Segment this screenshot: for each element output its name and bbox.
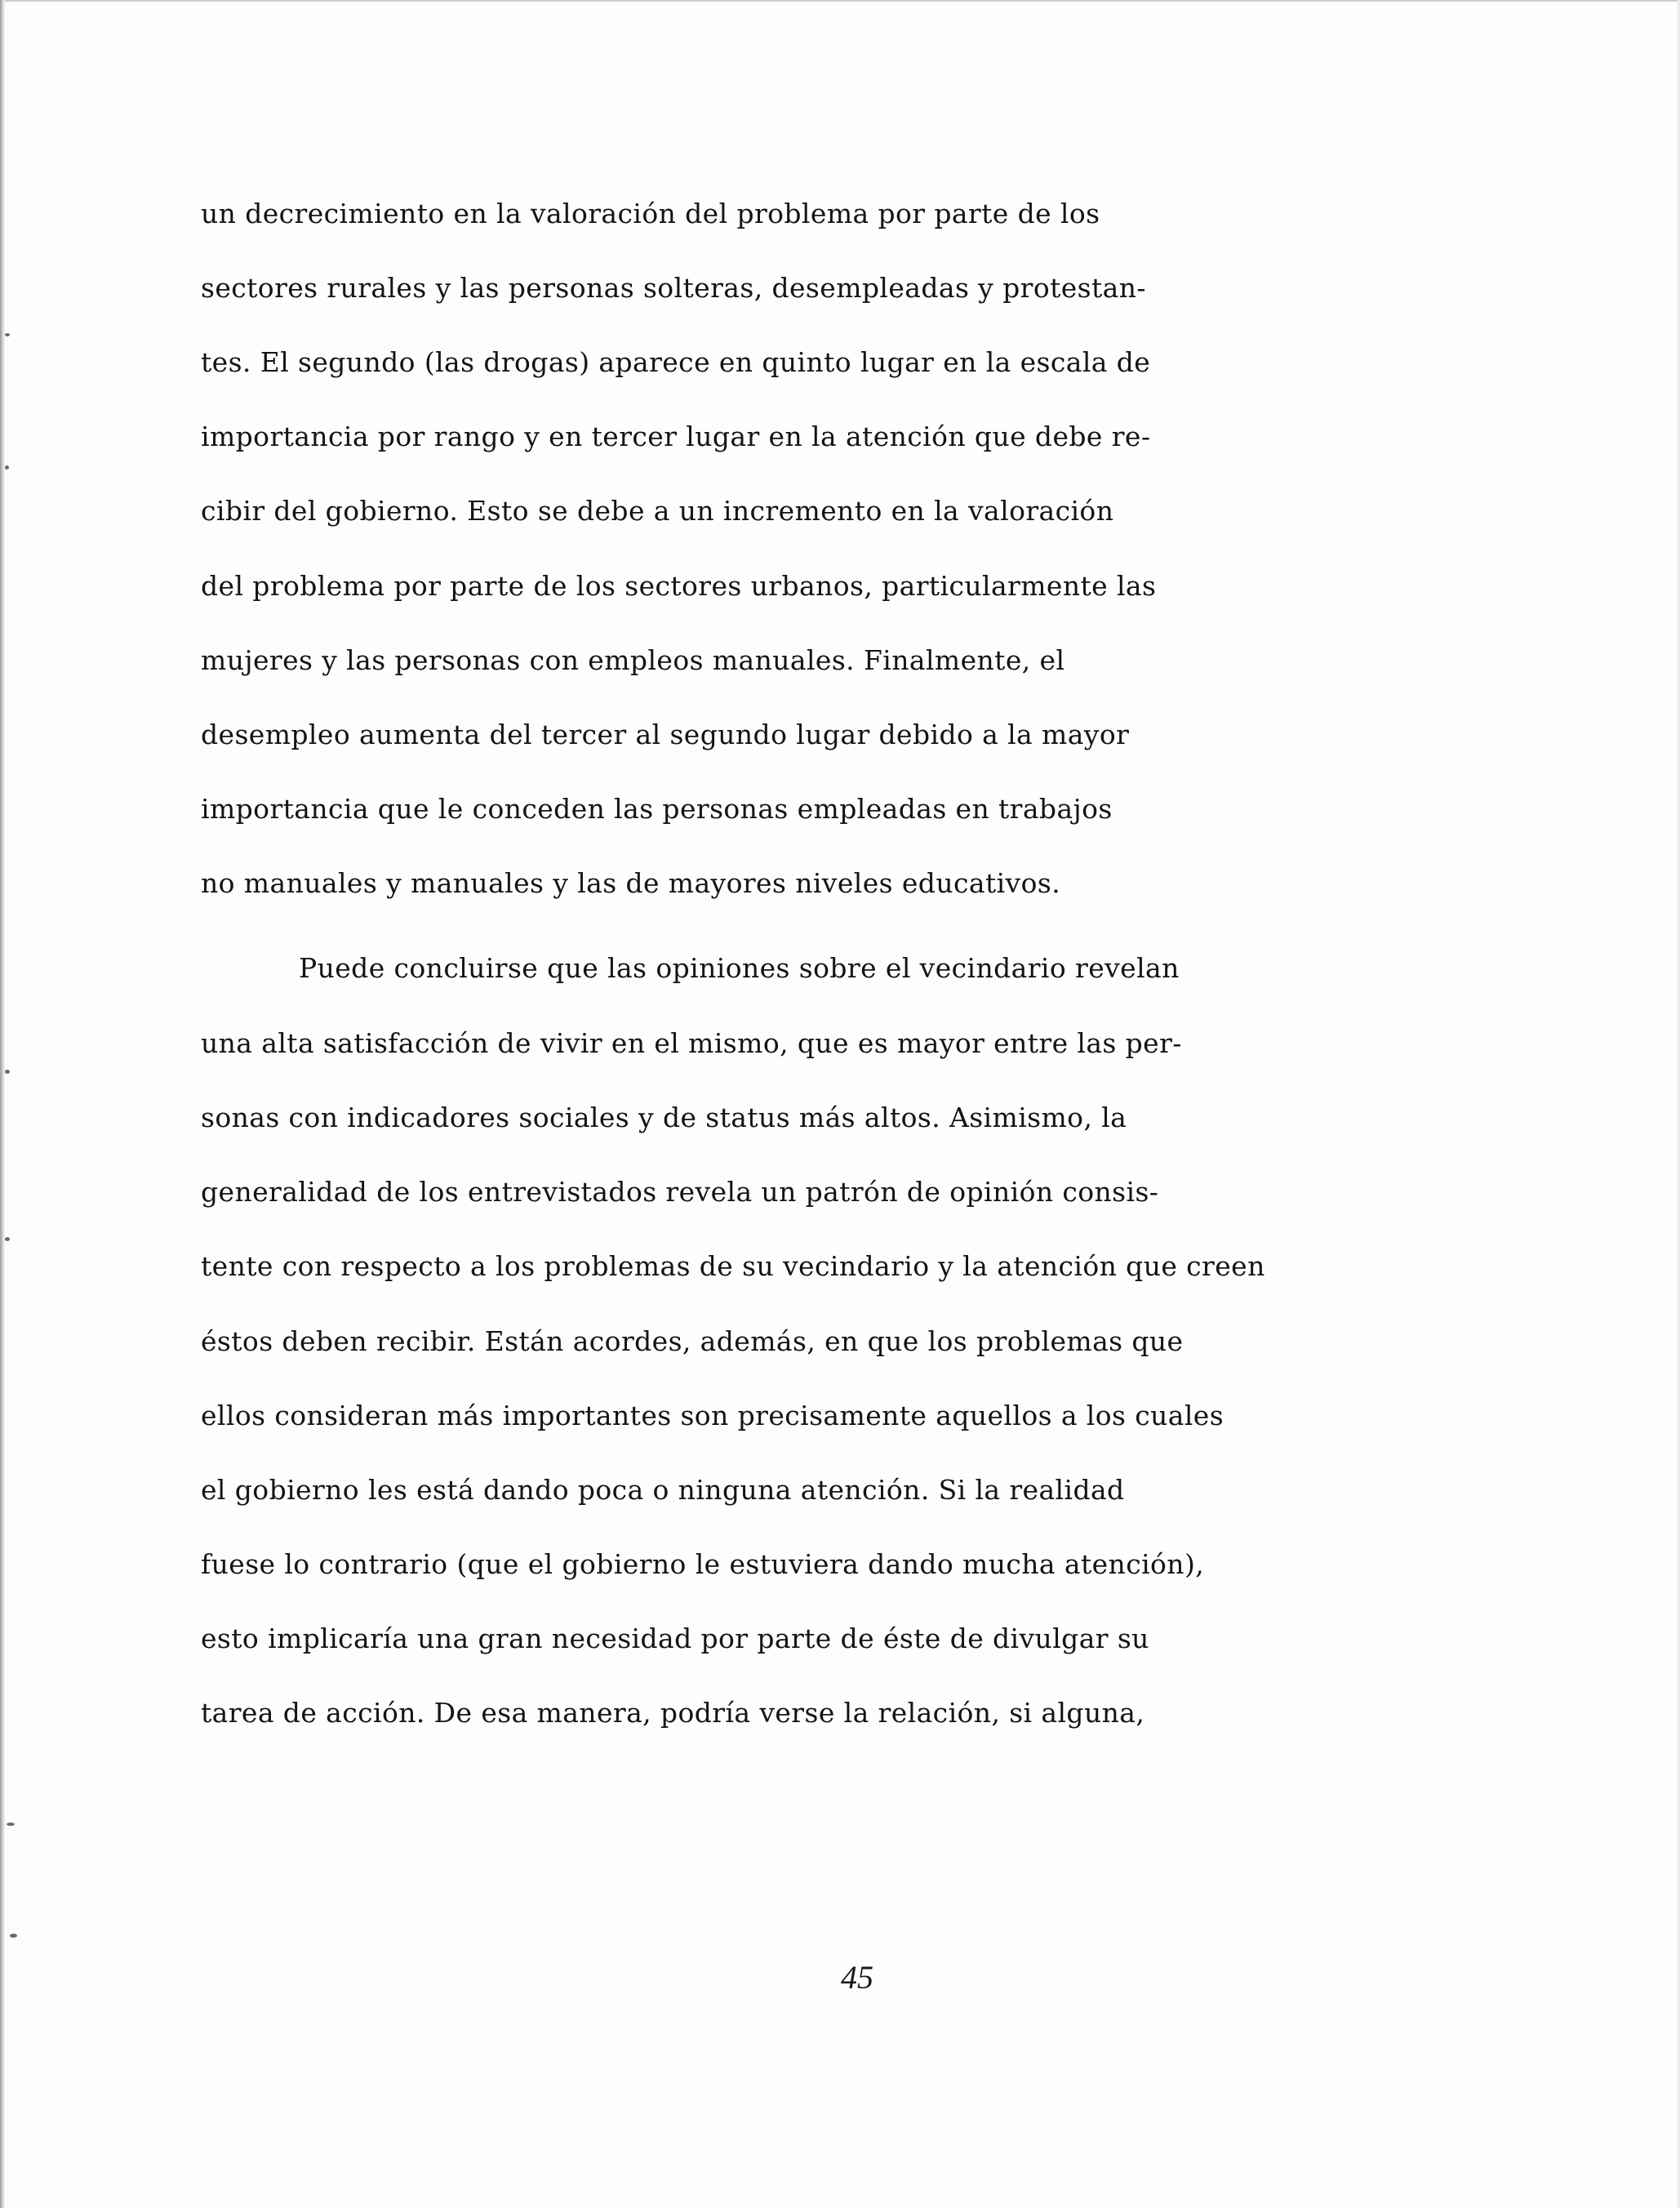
text-line: importancia que le conceden las personas empleadas en trabajos (201, 793, 1113, 825)
text-line: fuese lo contrario (que el gobierno le estuviera dando mucha atención), (201, 1548, 1205, 1580)
text-line: importancia por rango y en tercer lugar en la atención que debe re- (201, 421, 1151, 452)
scan-speck (10, 1934, 17, 1938)
text-line: ellos consideran más importantes son precisamente aquellos a los cuales (201, 1400, 1224, 1431)
text-line: un decrecimiento en la valoración del problema por parte de los (201, 198, 1100, 229)
text-line: mujeres y las personas con empleos manuales. Finalmente, el (201, 644, 1065, 676)
page-number: 45 (841, 1959, 873, 1996)
text-line: tes. El segundo (las drogas) aparece en quinto lugar en la escala de (201, 346, 1151, 378)
scan-speck (5, 1070, 10, 1074)
paragraph-first-line: Puede concluirse que las opiniones sobre el vecindario revelan (299, 952, 1180, 984)
text-line: no manuales y manuales y las de mayores niveles educativos. (201, 867, 1061, 899)
text-line: el gobierno les está dando poca o ninguna atención. Si la realidad (201, 1474, 1125, 1506)
scan-speck (5, 465, 9, 470)
page-left-edge (0, 0, 5, 2208)
text-line: éstos deben recibir. Están acordes, además, en que los problemas que (201, 1325, 1184, 1357)
scan-speck (7, 1823, 15, 1826)
text-line: sonas con indicadores sociales y de status más altos. Asimismo, la (201, 1102, 1127, 1133)
text-line: una alta satisfacción de vivir en el mismo, que es mayor entre las per- (201, 1027, 1182, 1059)
page-top-edge (0, 0, 1680, 2)
text-line: esto implicaría una gran necesidad por parte de éste de divulgar su (201, 1623, 1149, 1654)
text-line: tente con respecto a los problemas de su vecindario y la atención que creen (201, 1250, 1265, 1282)
text-line: del problema por parte de los sectores urbanos, particularmente las (201, 570, 1157, 602)
text-line: generalidad de los entrevistados revela un patrón de opinión consis- (201, 1176, 1159, 1208)
scan-speck (5, 333, 10, 336)
text-line: tarea de acción. De esa manera, podría verse la relación, si alguna, (201, 1697, 1145, 1729)
text-line: cibir del gobierno. Esto se debe a un incremento en la valoración (201, 495, 1114, 527)
text-line: desempleo aumenta del tercer al segundo lugar debido a la mayor (201, 719, 1130, 750)
scan-speck (5, 1237, 10, 1241)
text-line: sectores rurales y las personas solteras, desempleadas y protestan- (201, 272, 1146, 304)
